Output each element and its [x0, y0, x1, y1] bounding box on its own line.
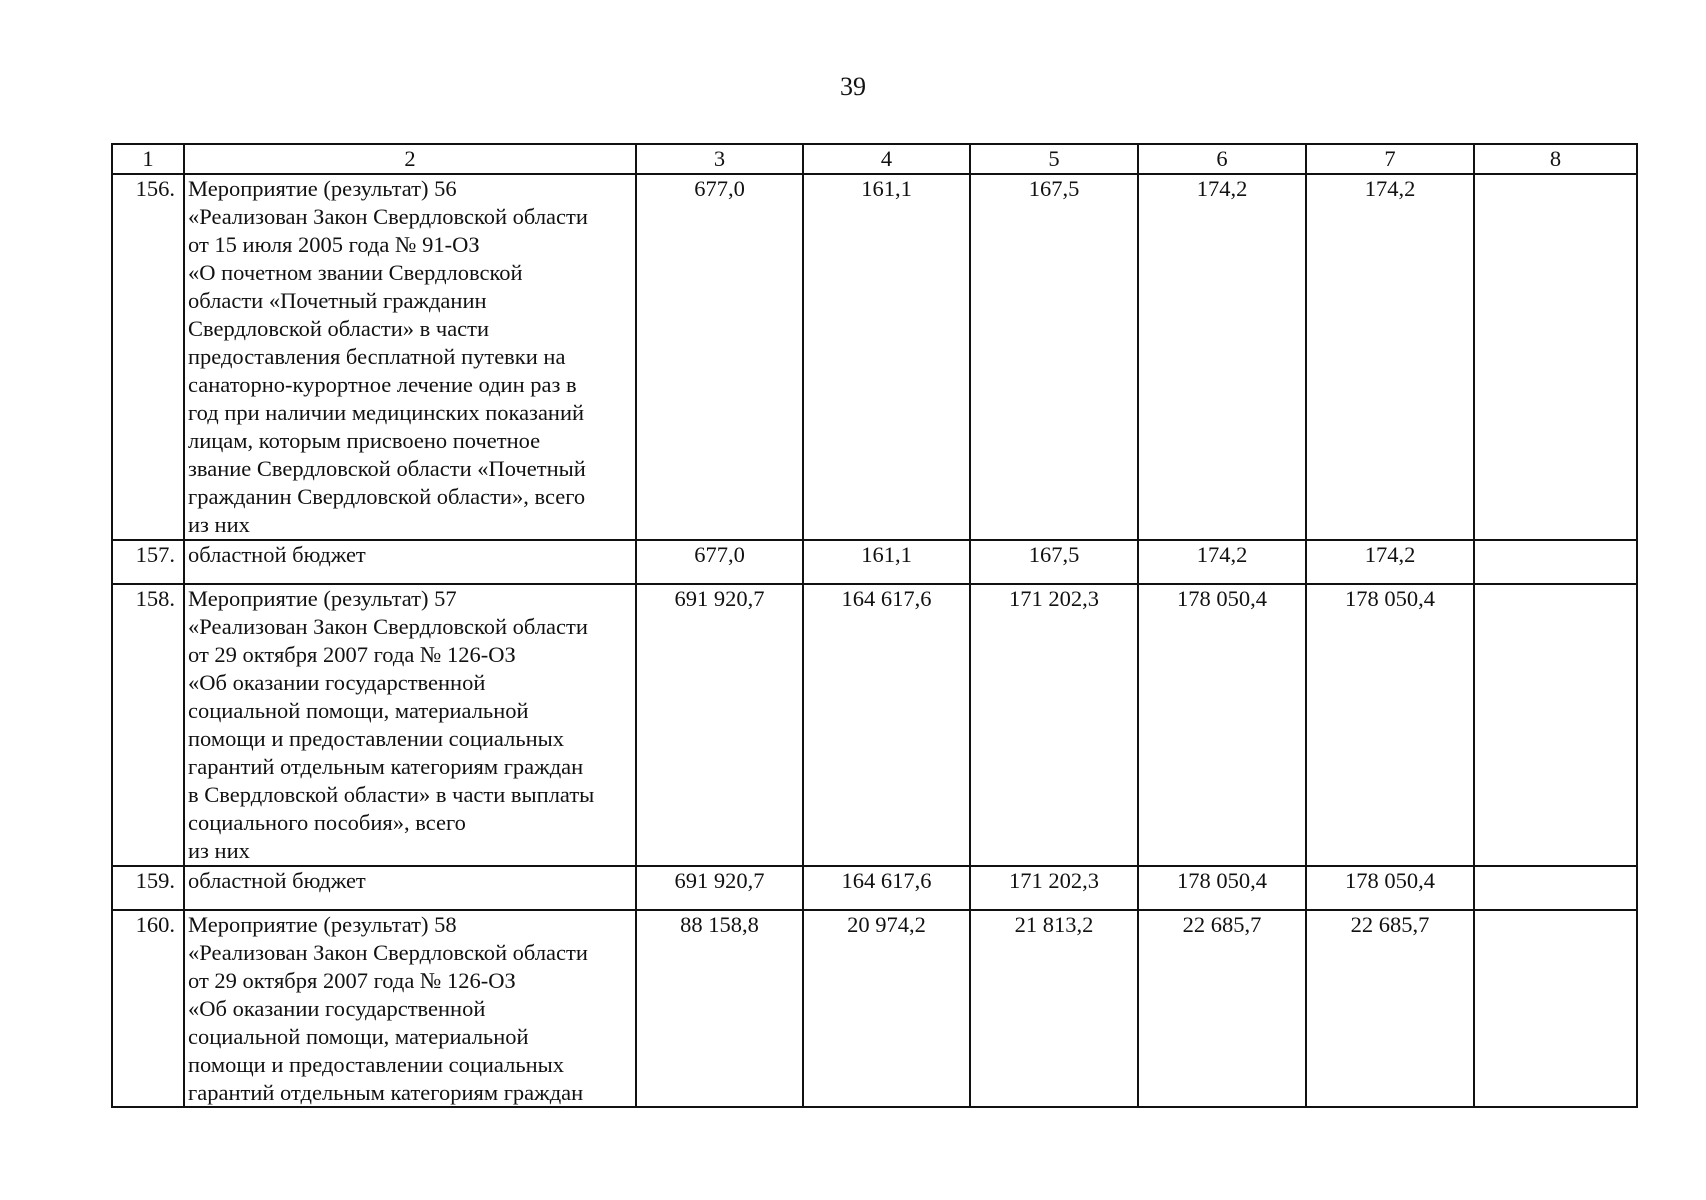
- value-col-6: 174,2: [1138, 540, 1306, 584]
- value-col-4: 20 974,2: [803, 910, 970, 1107]
- header-cell: 1: [112, 144, 184, 174]
- value-col-5: 167,5: [970, 174, 1138, 540]
- value-col-3: 691 920,7: [636, 866, 803, 910]
- value-col-3: 677,0: [636, 174, 803, 540]
- value-col-4: 164 617,6: [803, 584, 970, 866]
- header-cell: 8: [1474, 144, 1637, 174]
- header-cell: 5: [970, 144, 1138, 174]
- page-number: 39: [840, 72, 866, 101]
- value-col-4: 161,1: [803, 174, 970, 540]
- value-col-3: 677,0: [636, 540, 803, 584]
- header-cell: 6: [1138, 144, 1306, 174]
- value-col-7: 22 685,7: [1306, 910, 1474, 1107]
- value-col-8: [1474, 866, 1637, 910]
- description-text: Мероприятие (результат) 56 «Реализован Закон Свердловской области от 15 июля 2005 года № 91-ОЗ «О почетном звании Свердловской области «Почетный гражданин Свердловской области» в части предоставления бесплатной путевки на санаторно-курортное лечение один раз в год при наличии медицинских показаний лицам, которым присвоено почетное звание Свердловской области «Почетный гражданин Свердловской области», всего из них: [188, 176, 588, 537]
- value-col-8: [1474, 910, 1637, 1107]
- header-cell: 7: [1306, 144, 1474, 174]
- value-col-7: 178 050,4: [1306, 584, 1474, 866]
- description-text: областной бюджет: [188, 868, 366, 893]
- value-col-5: 21 813,2: [970, 910, 1138, 1107]
- row-description: [184, 174, 636, 540]
- row-description: [184, 866, 636, 910]
- header-cell: 4: [803, 144, 970, 174]
- value-col-8: [1474, 540, 1637, 584]
- row-description: [184, 584, 636, 866]
- table-row: [112, 584, 1637, 866]
- value-col-5: 171 202,3: [970, 866, 1138, 910]
- description-text: областной бюджет: [188, 542, 366, 567]
- value-col-3: 691 920,7: [636, 584, 803, 866]
- value-col-6: 174,2: [1138, 174, 1306, 540]
- value-col-3: 88 158,8: [636, 910, 803, 1107]
- value-col-6: 22 685,7: [1138, 910, 1306, 1107]
- value-col-8: [1474, 174, 1637, 540]
- value-col-4: 161,1: [803, 540, 970, 584]
- table-header-row: [112, 144, 1637, 174]
- table-row: [112, 540, 1637, 584]
- value-col-7: 174,2: [1306, 174, 1474, 540]
- value-col-8: [1474, 584, 1637, 866]
- row-number: 159.: [112, 866, 184, 910]
- row-description: [184, 910, 636, 1107]
- value-col-5: 171 202,3: [970, 584, 1138, 866]
- row-number: 156.: [112, 174, 184, 540]
- table-row: [112, 866, 1637, 910]
- row-number: 158.: [112, 584, 184, 866]
- row-description: [184, 540, 636, 584]
- value-col-7: 178 050,4: [1306, 866, 1474, 910]
- description-text: Мероприятие (результат) 57 «Реализован Закон Свердловской области от 29 октября 2007 года № 126-ОЗ «Об оказании государственной социальной помощи, материальной помощи и предоставлении социальных гарантий отдельным категориям граждан в Свердловской области» в части выплаты социального пособия», всего из них: [188, 586, 595, 863]
- value-col-4: 164 617,6: [803, 866, 970, 910]
- table-row: [112, 174, 1637, 540]
- row-number: 157.: [112, 540, 184, 584]
- description-text: Мероприятие (результат) 58 «Реализован Закон Свердловской области от 29 октября 2007 года № 126-ОЗ «Об оказании государственной социальной помощи, материальной помощи и предоставлении социальных гарантий отдельным категориям граждан: [188, 912, 588, 1105]
- value-col-7: 174,2: [1306, 540, 1474, 584]
- budget-table: [111, 143, 1638, 1108]
- value-col-6: 178 050,4: [1138, 584, 1306, 866]
- value-col-5: 167,5: [970, 540, 1138, 584]
- header-cell: 3: [636, 144, 803, 174]
- row-number: 160.: [112, 910, 184, 1107]
- value-col-6: 178 050,4: [1138, 866, 1306, 910]
- table-row: [112, 910, 1637, 1107]
- header-cell: 2: [184, 144, 636, 174]
